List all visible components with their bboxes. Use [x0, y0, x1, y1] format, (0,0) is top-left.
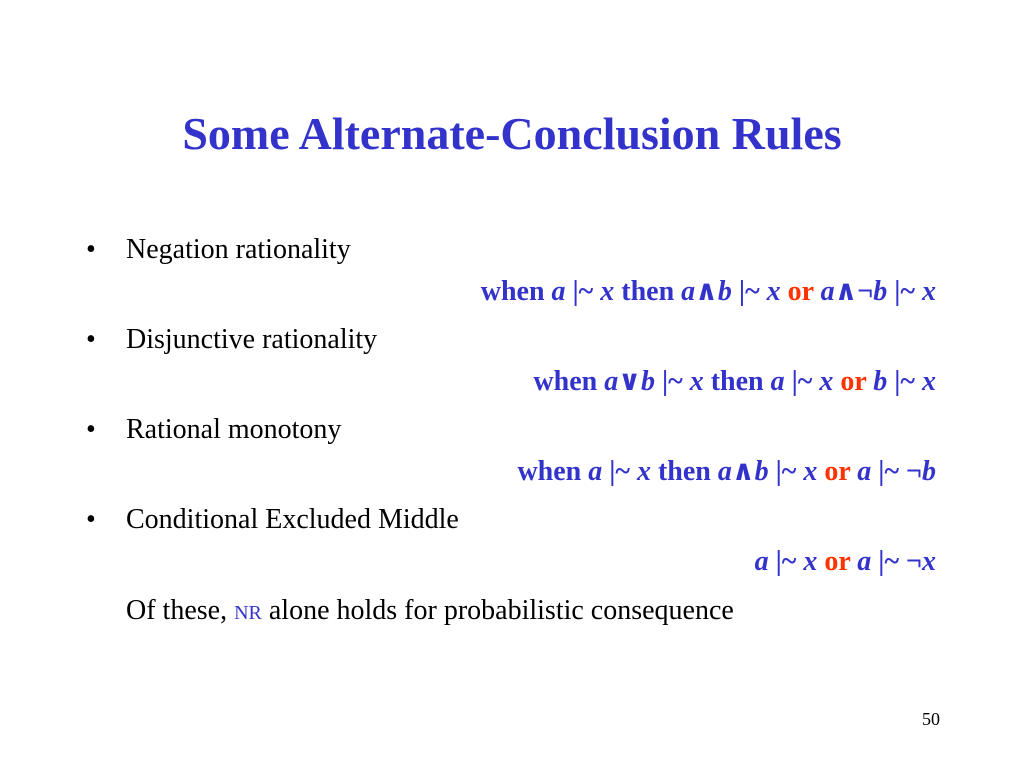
slide-title: Some Alternate-Conclusion Rules: [182, 108, 842, 159]
var-x: x: [636, 456, 651, 487]
var-b: b: [640, 366, 655, 397]
and-symbol: ∧: [731, 456, 755, 487]
consequence-op: |~: [887, 366, 922, 397]
consequence-op: |~: [871, 456, 907, 487]
keyword-or: or: [787, 276, 814, 307]
bullet-marker: •: [86, 234, 96, 265]
var-a: a: [857, 456, 872, 487]
var-a: a: [857, 546, 872, 577]
note-prefix: Of these,: [126, 595, 235, 626]
bullet-marker: •: [86, 324, 96, 355]
var-x: x: [689, 366, 704, 397]
var-x: x: [922, 546, 936, 577]
bullet-marker: •: [86, 414, 96, 445]
negation-symbol: ¬: [906, 546, 922, 577]
var-b: b: [717, 276, 732, 307]
formula-rational-monotony: [517, 455, 936, 489]
formula-negation-rationality: [481, 275, 936, 309]
keyword-when: when: [480, 276, 545, 307]
bullet-marker: •: [86, 504, 96, 535]
keyword-or: or: [824, 456, 851, 487]
consequence-op: |~: [768, 546, 804, 577]
var-a: a: [754, 546, 769, 577]
formula-conditional-excluded-middle: [755, 545, 936, 579]
keyword-then: then: [657, 456, 711, 487]
keyword-or: or: [824, 546, 851, 577]
bullet-label: Negation rationality: [126, 234, 351, 265]
or-symbol: ∨: [618, 366, 641, 397]
bullet-label: Conditional Excluded Middle: [126, 504, 459, 535]
note-abbreviation: NR: [234, 602, 262, 624]
note-suffix: alone holds for probabilistic consequence: [261, 595, 734, 626]
var-x: x: [803, 456, 818, 487]
bullet-item-conditional-excluded-middle: [86, 503, 459, 537]
consequence-op: |~: [602, 456, 637, 487]
bullet-item-rational-monotony: [86, 413, 341, 447]
bullet-item-negation-rationality: [86, 233, 351, 267]
page-number: 50: [922, 709, 940, 729]
consequence-op: |~: [654, 366, 690, 397]
summary-note: [126, 594, 734, 630]
consequence-op: |~: [871, 546, 907, 577]
var-a: a: [770, 366, 785, 397]
keyword-when: when: [533, 366, 598, 397]
var-a: a: [604, 366, 619, 397]
formula-disjunctive-rationality: [533, 365, 936, 399]
bullet-label: Rational monotony: [126, 414, 342, 445]
var-b: b: [754, 456, 769, 487]
and-not-symbol: ∧¬: [834, 276, 874, 307]
var-b: b: [922, 456, 936, 487]
bullet-item-disjunctive-rationality: [86, 323, 377, 357]
consequence-op: |~: [887, 276, 922, 307]
keyword-or: or: [840, 366, 867, 397]
bullet-label: Disjunctive rationality: [126, 324, 378, 355]
keyword-then: then: [710, 366, 764, 397]
consequence-op: |~: [731, 276, 767, 307]
negation-symbol: ¬: [906, 456, 922, 487]
var-a: a: [588, 456, 603, 487]
var-b: b: [873, 366, 888, 397]
var-x: x: [600, 276, 615, 307]
var-x: x: [922, 276, 936, 307]
var-b: b: [873, 276, 888, 307]
var-x: x: [766, 276, 781, 307]
var-a: a: [681, 276, 696, 307]
var-x: x: [922, 366, 936, 397]
var-x: x: [819, 366, 834, 397]
var-a: a: [717, 456, 732, 487]
consequence-op: |~: [768, 456, 804, 487]
var-a: a: [820, 276, 835, 307]
keyword-then: then: [621, 276, 675, 307]
keyword-when: when: [517, 456, 582, 487]
var-a: a: [551, 276, 566, 307]
consequence-op: |~: [565, 276, 601, 307]
consequence-op: |~: [784, 366, 820, 397]
and-symbol: ∧: [695, 276, 718, 307]
var-x: x: [803, 546, 818, 577]
